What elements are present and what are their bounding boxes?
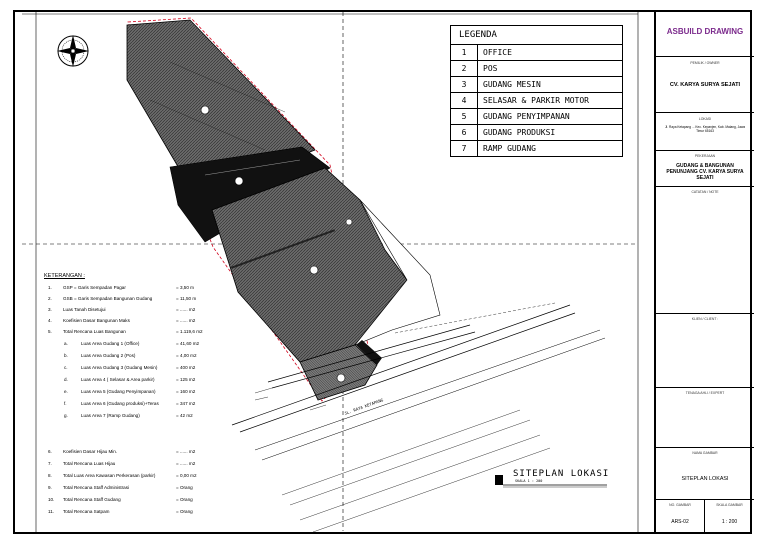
keterangan-row [44, 472, 244, 480]
row-num: 3. [48, 307, 52, 312]
drawing-name: SITEPLAN LOKASI [681, 476, 729, 482]
legend-label: OFFICE [483, 48, 512, 57]
legend-table [450, 25, 623, 157]
row-label: Luas Area 5 (Gudang Penyimpanan) [81, 389, 156, 394]
legend-row [451, 93, 622, 109]
keterangan-row [44, 364, 244, 372]
project-name: GUDANG & BANGUNAN PENUNJANG CV. KARYA SURYA SEJATI [666, 163, 744, 181]
siteplan-title: SITEPLAN LOKASI [513, 469, 610, 479]
row-value: = 11,50 m [176, 296, 197, 301]
row-value: = 41,60 m2 [176, 341, 200, 346]
row-value: = 347 m2 [176, 401, 196, 406]
drawing-no-cell [656, 500, 705, 534]
project-caption: PEKERJAAN [694, 154, 716, 158]
row-label: Total Rencana Satpam [63, 509, 110, 514]
legend-num: 1 [451, 45, 478, 60]
keterangan-row [44, 284, 244, 292]
owner-cell [656, 57, 754, 113]
location-cell [656, 113, 754, 151]
keterangan-row [44, 317, 244, 325]
legend-row [451, 109, 622, 125]
legend-label: GUDANG MESIN [483, 80, 541, 89]
keterangan-row [44, 328, 244, 336]
keterangan-row [44, 388, 244, 396]
keterangan-row [44, 448, 244, 456]
scale-caption: SKALA GAMBAR [716, 503, 743, 507]
scale-cell [705, 500, 754, 534]
row-label: Total Luas Area Kawasan Perkerasan (parkir) [63, 473, 156, 478]
owner-name: CV. KARYA SURYA SEJATI [669, 82, 741, 88]
legend-label: RAMP GUDANG [483, 144, 536, 153]
row-num: d. [64, 377, 68, 382]
keterangan-row [44, 352, 244, 360]
legend-label: GUDANG PENYIMPANAN [483, 112, 570, 121]
client-caption: KLIEN / CLIENT : [691, 317, 719, 321]
owner-caption: PEMILIK / OWNER [690, 61, 720, 65]
row-value: = ...... m2 [176, 318, 196, 323]
legend-num: 3 [451, 77, 478, 92]
keterangan-row [44, 460, 244, 468]
legend-num: 6 [451, 125, 478, 140]
row-label: Total Rencana Luas Hijau [63, 461, 116, 466]
notes-caption: CATATAN / NOTE [691, 190, 719, 194]
row-num: g. [64, 413, 68, 418]
client-cell [656, 314, 754, 388]
keterangan-row [44, 400, 244, 408]
row-value: = 1.119,6 m2 [176, 329, 203, 334]
row-value: = ...... m2 [176, 449, 196, 454]
row-value: = ...... m2 [176, 307, 196, 312]
project-cell [656, 151, 754, 187]
keterangan-row [44, 376, 244, 384]
row-label: GSP = Garis Sempadan Pagar [63, 285, 126, 290]
legend-num: 4 [451, 93, 478, 108]
row-num: c. [64, 365, 68, 370]
row-label: Total Rencana Staff Administrasi [63, 485, 130, 490]
scale-value: 1 : 200 [721, 519, 738, 525]
keterangan-row [44, 484, 244, 492]
siteplan-title-block [492, 469, 609, 483]
row-label: Luas Area 6 (Gudang produksi)+Teras [81, 401, 159, 406]
row-label: Luas Area Gudang 3 (Gudang Mesin) [81, 365, 158, 370]
row-value: = 400 m2 [176, 365, 196, 370]
legend-label: POS [483, 64, 498, 73]
row-num: 2. [48, 296, 52, 301]
row-value: = 42 m2 [176, 413, 193, 418]
north-arrow-icon [57, 35, 89, 67]
row-label: Luas Area Gudang 1 (Office) [81, 341, 140, 346]
drawing-name-caption: NAMA GAMBAR [692, 451, 718, 455]
row-value: = Orang [176, 497, 193, 502]
row-value: = 0,00 m2 [176, 473, 197, 478]
title-block [654, 10, 754, 534]
expert-caption: TENAGA AHLI / EXPERT [685, 391, 725, 395]
legend-label: GUDANG PRODUKSI [483, 128, 556, 137]
legend-label: SELASAR & PARKIR MOTOR [483, 96, 589, 105]
legend-row [451, 45, 622, 61]
siteplan-scale: SKALA 1 : 200 [515, 479, 543, 483]
legend-num: 2 [451, 61, 478, 76]
row-label: Luas Area 7 (Ramp Gudang) [81, 413, 140, 418]
keterangan-row [44, 295, 244, 303]
keterangan-row [44, 508, 244, 516]
row-value: = 3,50 m [176, 285, 195, 290]
row-value: = 4,00 m2 [176, 353, 197, 358]
location-text: Jl. Raya Ketapang ... Kec. Kepanjen, Kab. Malang, Jawa Timur 65163 [664, 125, 746, 133]
legend-num: 7 [451, 141, 478, 156]
row-num: 11. [48, 509, 55, 514]
row-label: Luas Area 4 ( Selasar & Area parkir) [81, 377, 155, 382]
row-num: 4. [48, 318, 52, 323]
row-num: 7. [48, 461, 52, 466]
drawing-no-caption: NO. GAMBAR [669, 503, 691, 507]
row-num: 10. [48, 497, 55, 502]
row-value: = ...... m2 [176, 461, 196, 466]
drawing-name-cell [656, 448, 754, 500]
keterangan-row [44, 306, 244, 314]
keterangan-row [44, 340, 244, 348]
keterangan-row [44, 412, 244, 420]
row-num: f. [64, 401, 67, 406]
drawing-no: ARS-02 [671, 519, 689, 525]
row-num: 1. [48, 285, 52, 290]
row-label: Luas Area Gudang 2 (Pos) [81, 353, 136, 358]
location-caption: LOKASI [698, 117, 712, 121]
legend-num: 5 [451, 109, 478, 124]
keterangan-title: KETERANGAN : [44, 273, 85, 279]
legend-row [451, 125, 622, 141]
row-label: Total Rencana Luas Bangunan [63, 329, 126, 334]
legend-title: LEGENDA [451, 26, 622, 45]
keterangan-notes [44, 273, 234, 514]
row-value: = 125 m2 [176, 377, 196, 382]
row-num: 8. [48, 473, 52, 478]
legend-row [451, 141, 622, 156]
expert-cell [656, 388, 754, 448]
row-value: = Orang [176, 509, 193, 514]
road-label: JL. RAYA KETAPANG [343, 397, 384, 416]
row-label: GSB = Garis Sempadan Bangunan Gudang [63, 296, 153, 301]
row-num: 9. [48, 485, 52, 490]
row-value: = Orang [176, 485, 193, 490]
row-label: Total Rencana Staff Gudang [63, 497, 121, 502]
row-num: e. [64, 389, 68, 394]
row-num: 6. [48, 449, 52, 454]
row-value: = 160 m2 [176, 389, 196, 394]
drawing-type-cell [656, 10, 754, 57]
keterangan-row [44, 496, 244, 504]
row-label: Koefisien Dasar Bangunan Maks [63, 318, 130, 323]
row-label: Luas Tanah Disetujui [63, 307, 106, 312]
row-num: a. [64, 341, 68, 346]
drawing-type: ASBUILD DRAWING [666, 27, 744, 36]
legend-row [451, 61, 622, 77]
row-num: 5. [48, 329, 52, 334]
notes-cell [656, 187, 754, 314]
row-num: b. [64, 353, 68, 358]
legend-row [451, 77, 622, 93]
row-label: Koefisien Dasar Hijau Min. [63, 449, 118, 454]
